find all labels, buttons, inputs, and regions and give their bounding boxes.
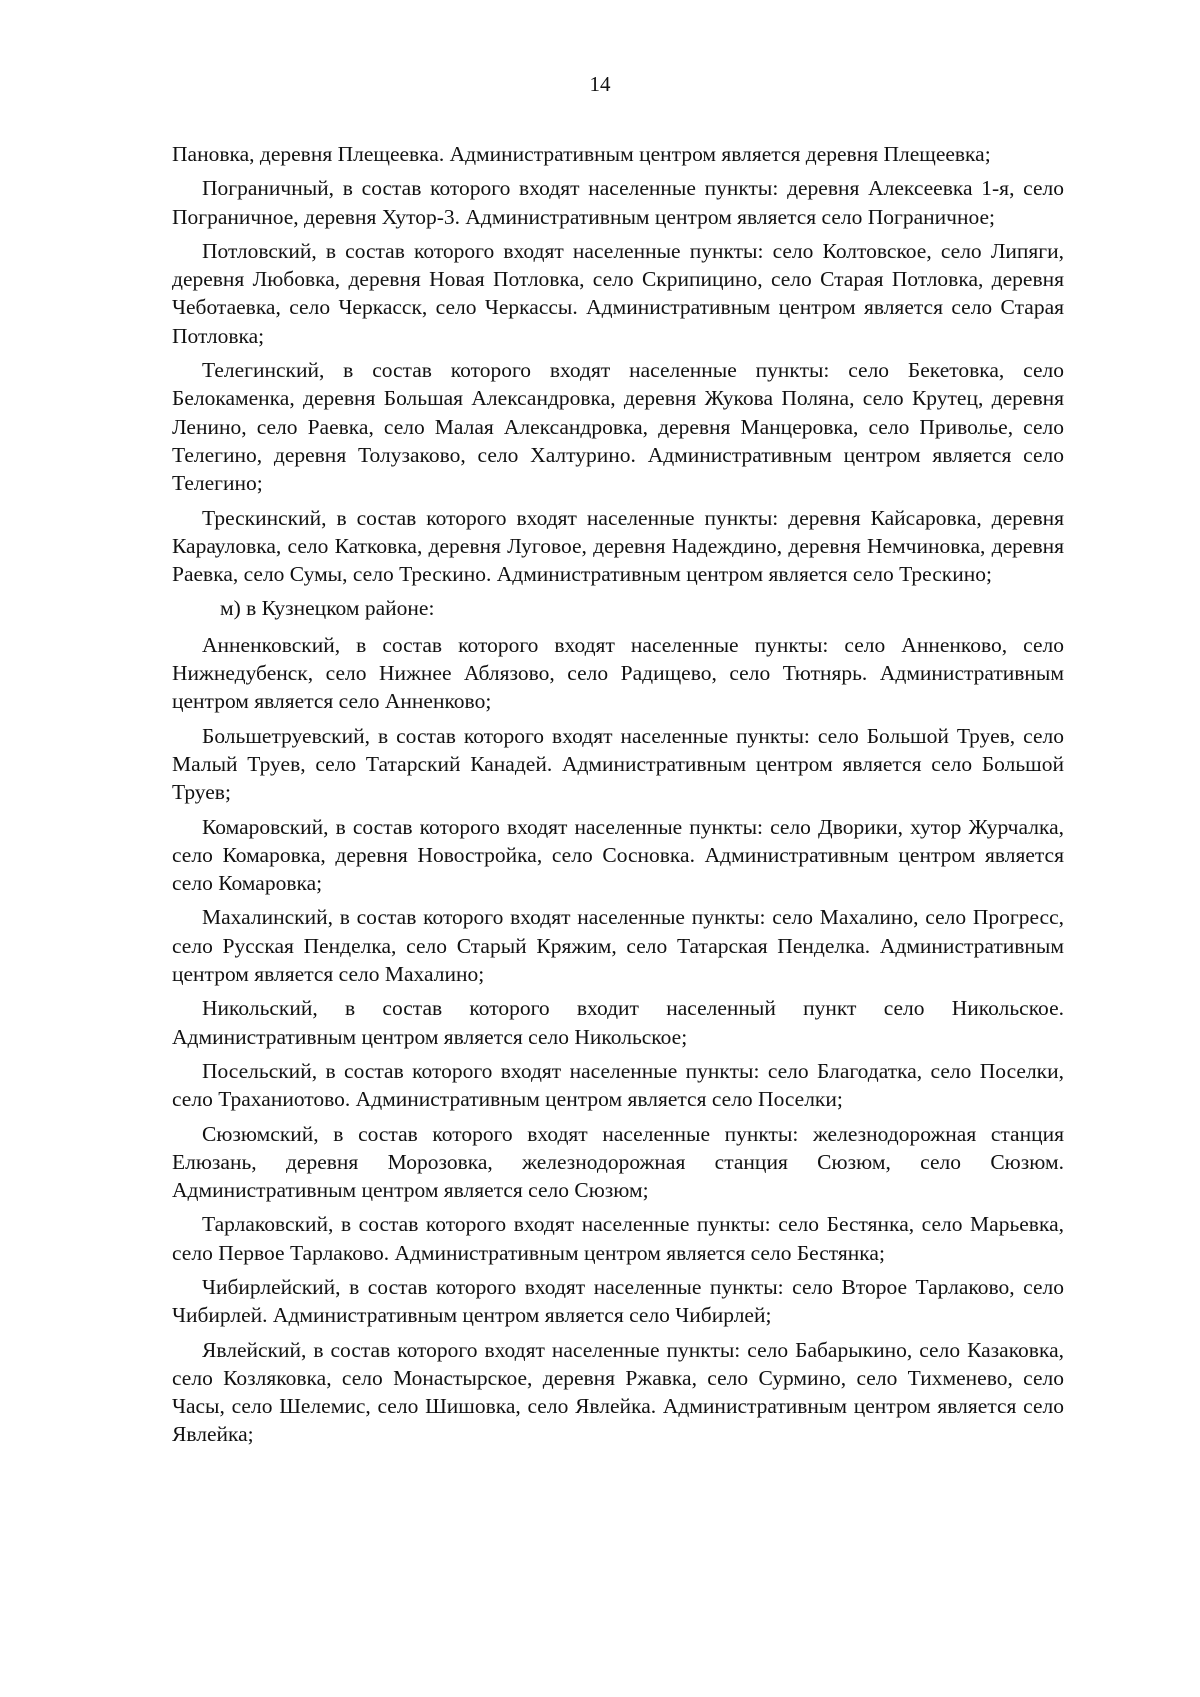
paragraph: Явлейский, в состав которого входят населенные пункты: село Бабарыкино, село Казаковка, село Козляковка, село Монастырское, деревня Ржавка, село Сурмино, село Тихменево, село Часы, село Шелемис, село Шишовка, село Явлейка. Административным центром является село Явлейка; [172,1337,1064,1447]
paragraph: Трескинский, в состав которого входят населенные пункты: деревня Кайсаровка, деревня Карауловка, село Катковка, деревня Луговое, деревня Надеждино, деревня Немчиновка, деревня Раевка, село Сумы, село Трескино. Административным центром является село Трескино; [172,505,1064,587]
page-number: 14 [589,72,611,96]
section-heading: м) в Кузнецком районе: [220,596,435,621]
paragraph: Сюзюмский, в состав которого входят населенные пункты: железнодорожная станция Елюзань, деревня Морозовка, железнодорожная станция Сюзюм, село Сюзюм. Административным центром является село Сюзюм; [172,1121,1064,1203]
document-body [172,140,1064,1455]
paragraph: Никольский, в состав которого входит населенный пункт село Никольское. Административным центром является село Никольское; [172,996,1064,1049]
paragraph: Пограничный, в состав которого входят населенные пункты: деревня Алексеевка 1-я, село Пограничное, деревня Хутор-3. Административным центром является село Пограничное; [172,176,1064,229]
paragraph: Большетруевский, в состав которого входят населенные пункты: село Большой Труев, село Малый Труев, село Татарский Канадей. Административным центром является село Большой Труев; [172,723,1064,805]
paragraph: Махалинский, в состав которого входят населенные пункты: село Махалино, село Прогресс, село Русская Пенделка, село Старый Кряжим, село Татарская Пенделка. Административным центром является село Махалино; [172,905,1064,987]
paragraph: Тарлаковский, в состав которого входят населенные пункты: село Бестянка, село Марьевка, село Первое Тарлаково. Административным центром является село Бестянка; [172,1212,1064,1265]
paragraph: Чибирлейский, в состав которого входят населенные пункты: село Второе Тарлаково, село Чибирлей. Административным центром является село Чибирлей; [172,1274,1064,1328]
paragraph: Комаровский, в состав которого входят населенные пункты: село Дворики, хутор Журчалка, село Комаровка, деревня Новостройка, село Сосновка. Административным центром является село Комаровка; [172,814,1064,896]
paragraph: Анненковский, в состав которого входят населенные пункты: село Анненково, село Нижнедубенск, село Нижнее Аблязово, село Радищево, село Тютнярь. Административным центром является село Анненково; [172,632,1064,714]
paragraph: Посельский, в состав которого входят населенные пункты: село Благодатка, село Поселки, село Траханиотово. Административным центром является село Поселки; [172,1058,1064,1112]
paragraph: Потловский, в состав которого входят населенные пункты: село Колтовское, село Липяги, деревня Любовка, деревня Новая Потловка, село Скрипицино, село Старая Потловка, деревня Чеботаевка, село Черкасск, село Черкассы. Административным центром является село Старая Потловка; [172,238,1064,348]
paragraph: Телегинский, в состав которого входят населенные пункты: село Бекетовка, село Белокаменка, деревня Большая Александровка, деревня Жукова Поляна, село Крутец, деревня Ленино, село Раевка, село Малая Александровка, деревня Манцеровка, село Приволье, село Телегино, деревня Толузаково, село Халтурино. Административным центром является село Телегино; [172,358,1064,496]
paragraph: Пановка, деревня Плещеевка. Административным центром является деревня Плещеевка; [172,142,991,166]
